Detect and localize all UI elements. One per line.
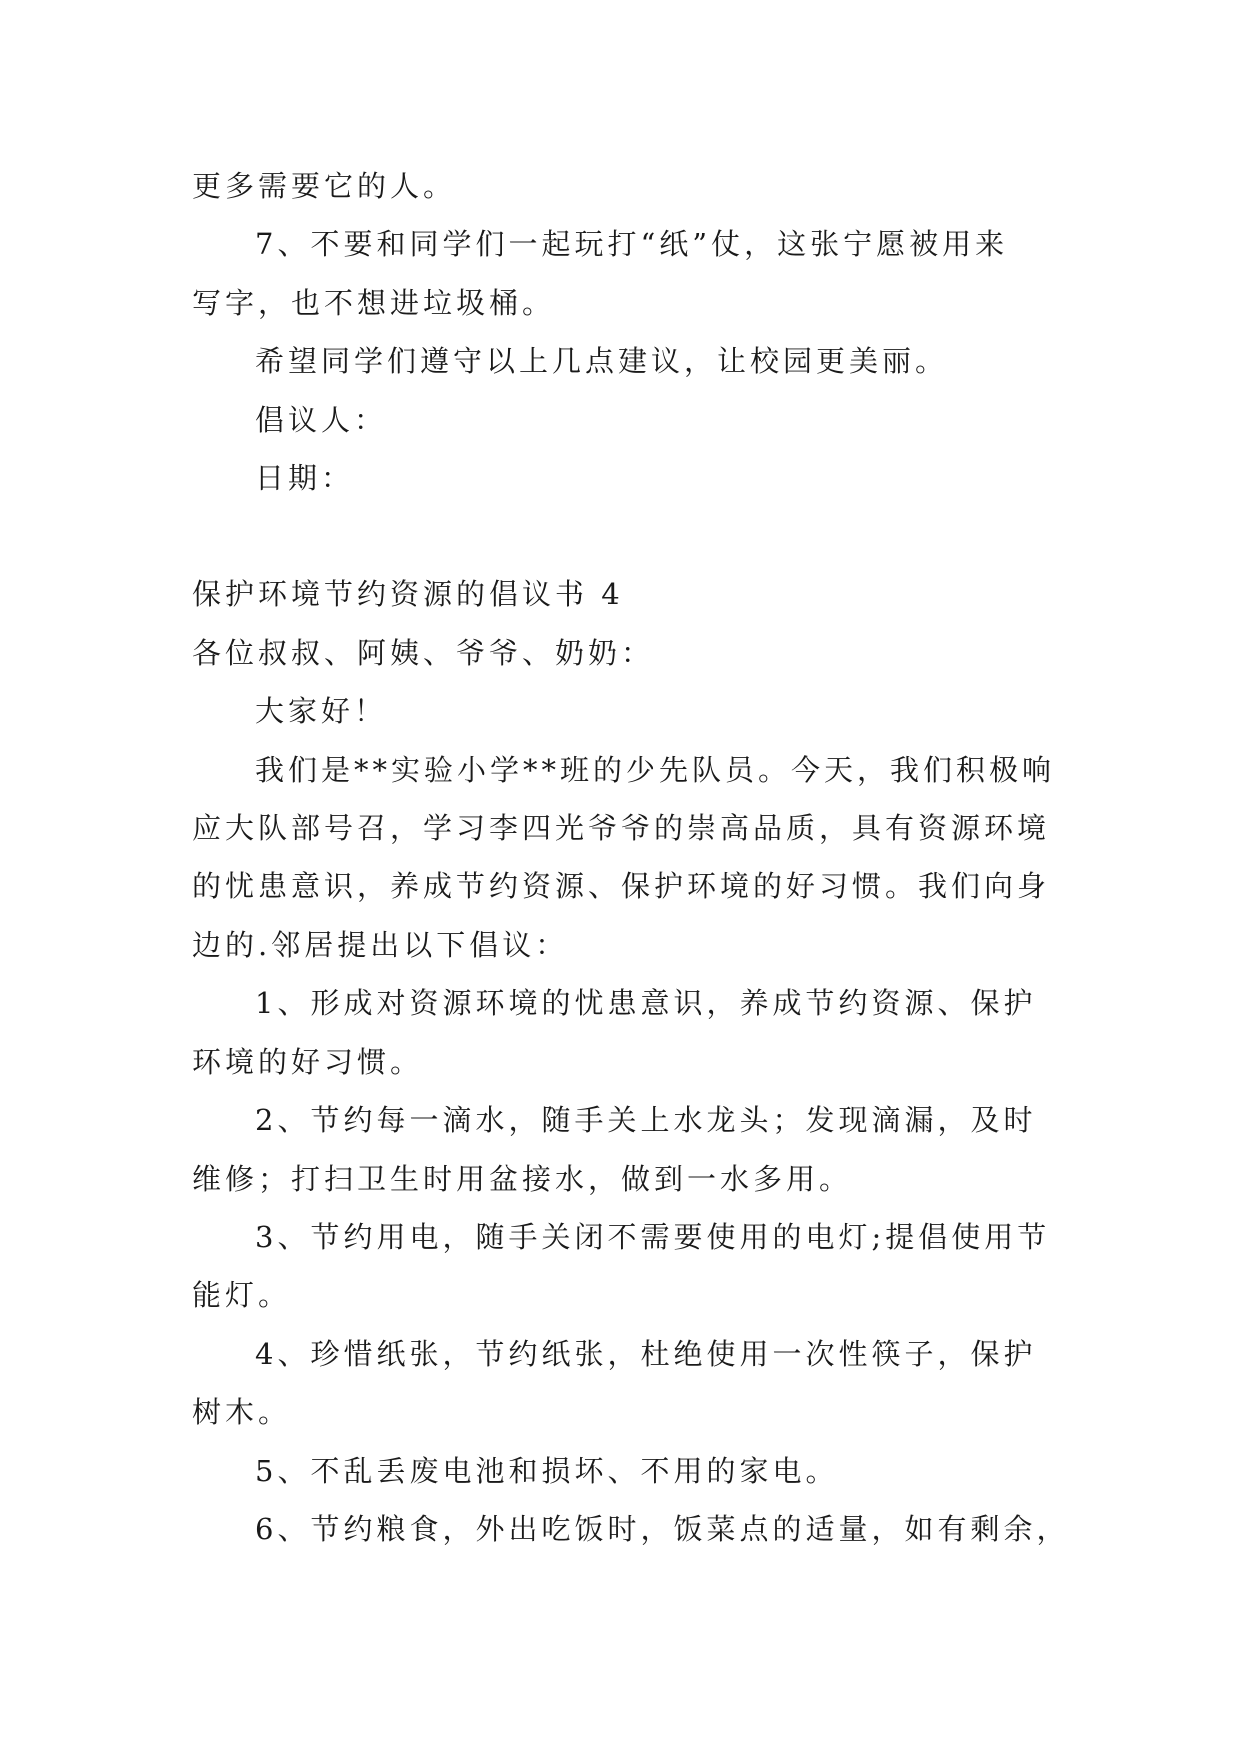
document-body <box>192 157 1070 1558</box>
item-4-line-1: 4、珍惜纸张，节约纸张，杜绝使用一次性筷子，保护 <box>255 1336 1037 1371</box>
section-title: 保护环境节约资源的倡议书 4 <box>192 577 624 612</box>
carryover-line: 更多需要它的人。 <box>192 169 457 203</box>
intro-line-3: 的忧患意识，养成节约资源、保护环境的好习惯。我们向身 <box>192 869 1051 904</box>
item-7-line-1: 7、不要和同学们一起玩打“纸”仗，这张宁愿被用来 <box>255 227 1009 262</box>
salutation: 各位叔叔、阿姨、爷爷、奶奶： <box>192 635 655 670</box>
item-2-line-2: 维修；打扫卫生时用盆接水，做到一水多用。 <box>192 1161 853 1196</box>
item-1-line-1: 1、形成对资源环境的忧患意识，养成节约资源、保护 <box>255 986 1037 1021</box>
date-label: 日期： <box>255 461 355 496</box>
item-1-line-2: 环境的好习惯。 <box>192 1044 424 1079</box>
proposer-label: 倡议人： <box>255 402 388 437</box>
item-3-line-2: 能灯。 <box>192 1278 292 1313</box>
intro-line-2: 应大队部号召，学习李四光爷爷的崇高品质，具有资源环境 <box>192 811 1051 846</box>
item-4-line-2: 树木。 <box>192 1395 292 1430</box>
item-3-line-1: 3、节约用电，随手关闭不需要使用的电灯;提倡使用节 <box>255 1219 1051 1254</box>
closing-paragraph: 希望同学们遵守以上几点建议，让校园更美丽。 <box>255 344 949 379</box>
intro-line-4: 边的.邻居提出以下倡议： <box>192 927 569 962</box>
item-5: 5、不乱丢废电池和损坏、不用的家电。 <box>255 1453 839 1488</box>
item-7-line-2: 写字，也不想进垃圾桶。 <box>192 285 556 320</box>
greeting: 大家好！ <box>255 694 388 729</box>
item-6-line-1: 6、节约粮食，外出吃饭时，饭菜点的适量，如有剩余， <box>255 1511 1070 1546</box>
item-2-line-1: 2、节约每一滴水，随手关上水龙头；发现滴漏，及时 <box>255 1103 1037 1138</box>
section-gap <box>192 507 1062 565</box>
intro-line-1: 我们是**实验小学**班的少先队员。今天，我们积极响 <box>255 752 1056 787</box>
